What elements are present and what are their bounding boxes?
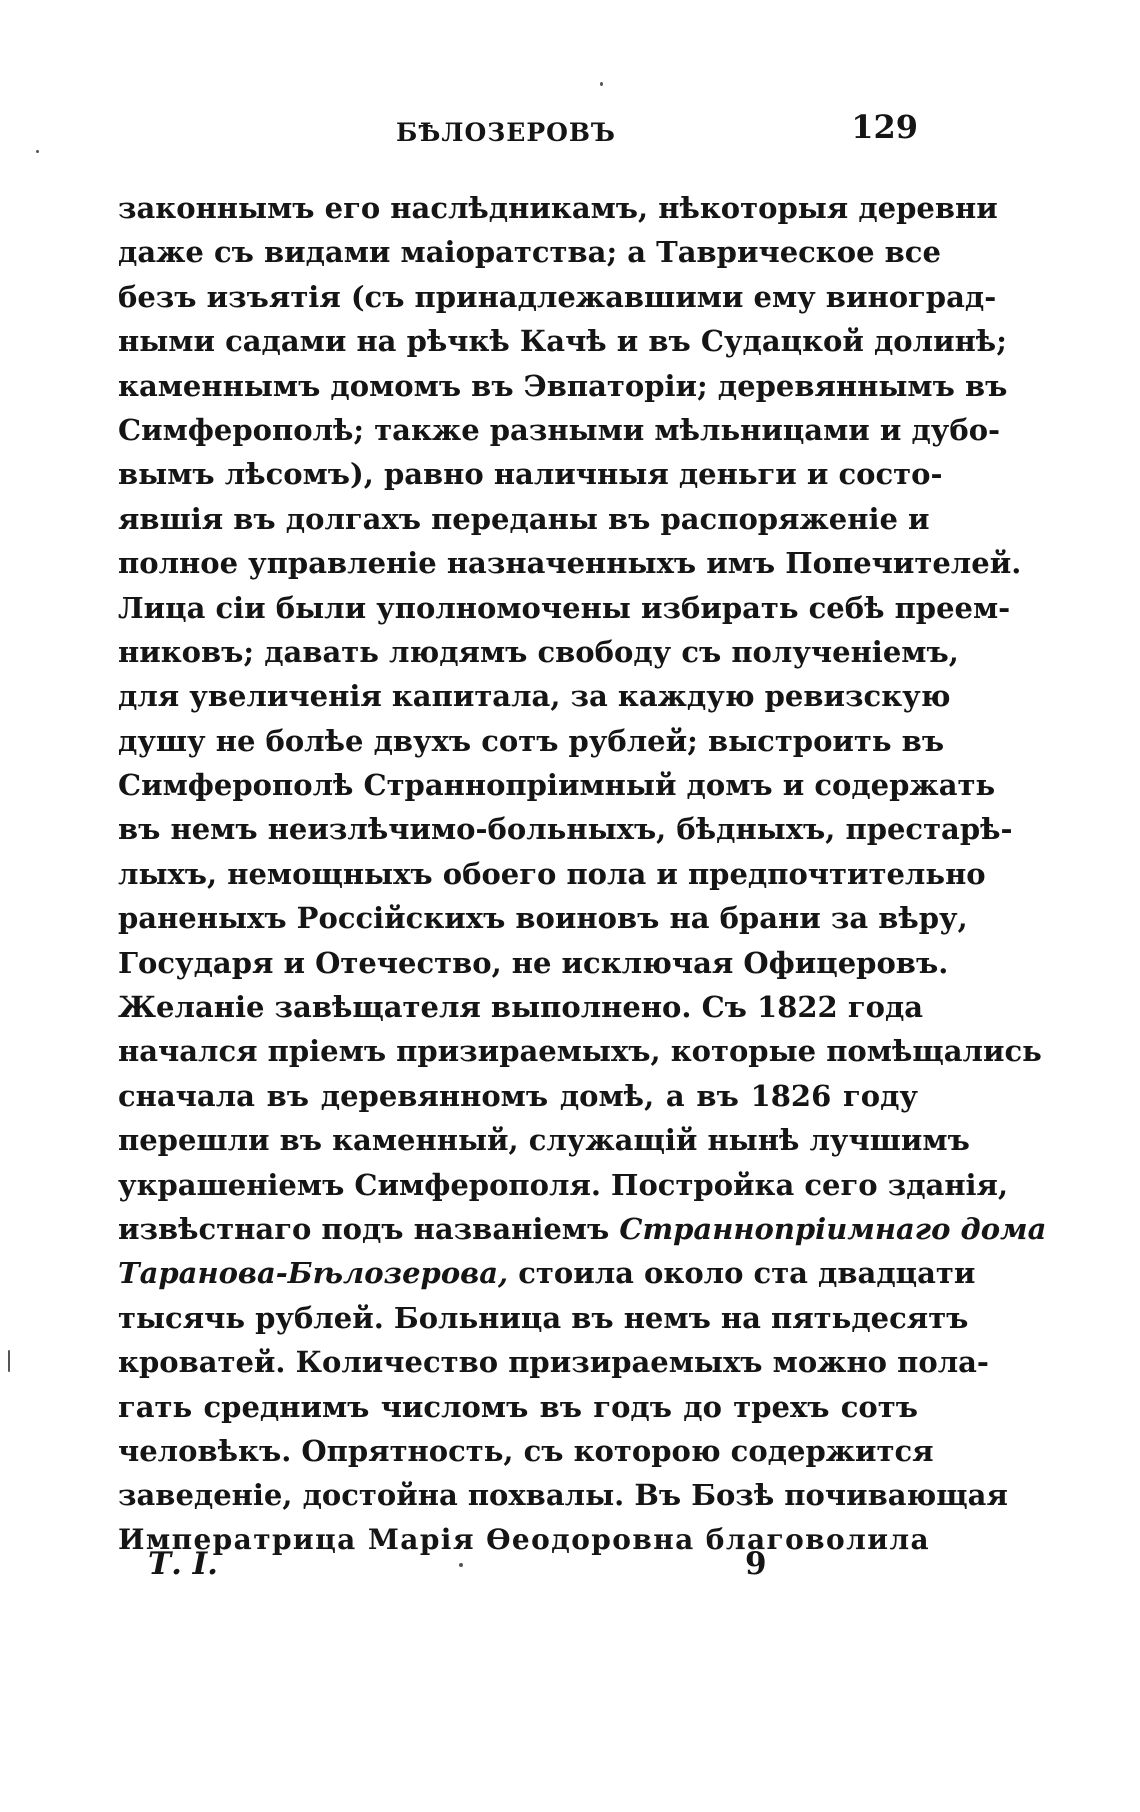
text-line-spaced: Императрица Марія Ѳеодоровна благоволила: [118, 1522, 931, 1556]
text-line: Лица сіи были уполномочены избирать себѣ преем-: [118, 590, 1011, 625]
text-line: кроватей. Количество призираемыхъ можно пола-: [118, 1345, 989, 1380]
page-footer: [118, 1546, 918, 1596]
running-head: [118, 108, 918, 156]
text-line: перешли въ каменный, служащій нынѣ лучшимъ: [118, 1123, 970, 1158]
text-line: законнымъ его наслѣдникамъ, нѣкоторыя деревни: [118, 191, 998, 225]
text-line: заведеніе, достойна похвалы. Въ Бозѣ почивающая: [118, 1478, 1008, 1513]
text-line: гать среднимъ числомъ въ годъ до трехъ сотъ: [118, 1389, 918, 1424]
text-line: лыхъ, немощныхъ обоего пола и предпочтительно: [118, 856, 986, 891]
text-line: безъ изъятія (съ принадлежавшими ему виноград-: [118, 279, 997, 314]
running-title: БѢЛОЗЕРОВЪ: [396, 118, 616, 147]
text-line-roman-part: стоила около ста двадцати: [518, 1256, 976, 1291]
scan-speck: [600, 82, 603, 86]
text-line: Симферополѣ; также разными мѣльницами и дубо-: [118, 412, 1001, 447]
italic-title-part: Таранова-Бѣлозерова,: [118, 1256, 509, 1291]
text-line: въ немъ неизлѣчимо-больныхъ, бѣдныхъ, престарѣ-: [118, 812, 1013, 847]
text-line: явшія въ долгахъ переданы въ распоряженіе и: [118, 501, 930, 536]
text-line: украшеніемъ Симферополя. Постройка сего зданія,: [118, 1167, 1009, 1202]
text-line: Симферополѣ Страннопріимный домъ и содержать: [118, 768, 996, 803]
text-line: тысячь рублей. Больница въ немъ на пятьдесятъ: [118, 1300, 969, 1335]
text-line: для увеличенія капитала, за каждую ревизскую: [118, 679, 951, 714]
text-line: Государя и Отечество, не исключая Офицеровъ.: [118, 945, 949, 980]
text-line-mixed: [118, 1251, 976, 1295]
text-line: ными садами на рѣчкѣ Качѣ и въ Судацкой долинѣ;: [118, 324, 1007, 359]
body-text: [118, 186, 1047, 1562]
text-line: никовъ; давать людямъ свободу съ полученіемъ,: [118, 634, 959, 669]
text-line: Желаніе завѣщателя выполнено. Съ 1822 года: [118, 990, 924, 1025]
text-line-roman-part: извѣстнаго подъ названіемъ: [118, 1211, 610, 1246]
text-line: раненыхъ Россійскихъ воиновъ на брани за вѣру,: [118, 901, 968, 936]
sheet-number: 9: [745, 1546, 767, 1582]
text-line: вымъ лѣсомъ), равно наличныя деньги и состо-: [118, 457, 943, 492]
text-line: даже съ видами маіоратства; а Таврическое все: [118, 235, 941, 270]
text-line-mixed: [118, 1207, 1047, 1251]
text-line: полное управленіе назначенныхъ имъ Попечителей.: [118, 546, 1022, 581]
volume-signature: Т. I.: [148, 1546, 218, 1582]
scan-speck: [36, 150, 39, 153]
text-line: душу не болѣе двухъ сотъ рублей; выстроить въ: [118, 723, 945, 758]
italic-title-part: Страннопріимнаго дома: [619, 1211, 1047, 1246]
page-number: 129: [851, 108, 918, 146]
text-line: человѣкъ. Опрятность, съ которою содержится: [118, 1433, 934, 1468]
scan-speck: [459, 1563, 463, 1567]
text-line: сначала въ деревянномъ домѣ, а въ 1826 году: [118, 1078, 918, 1113]
scan-speck: [8, 1350, 10, 1372]
text-line: каменнымъ домомъ въ Эвпаторіи; деревяннымъ въ: [118, 368, 1008, 403]
text-line: начался пріемъ призираемыхъ, которые помѣщались: [118, 1034, 1042, 1069]
